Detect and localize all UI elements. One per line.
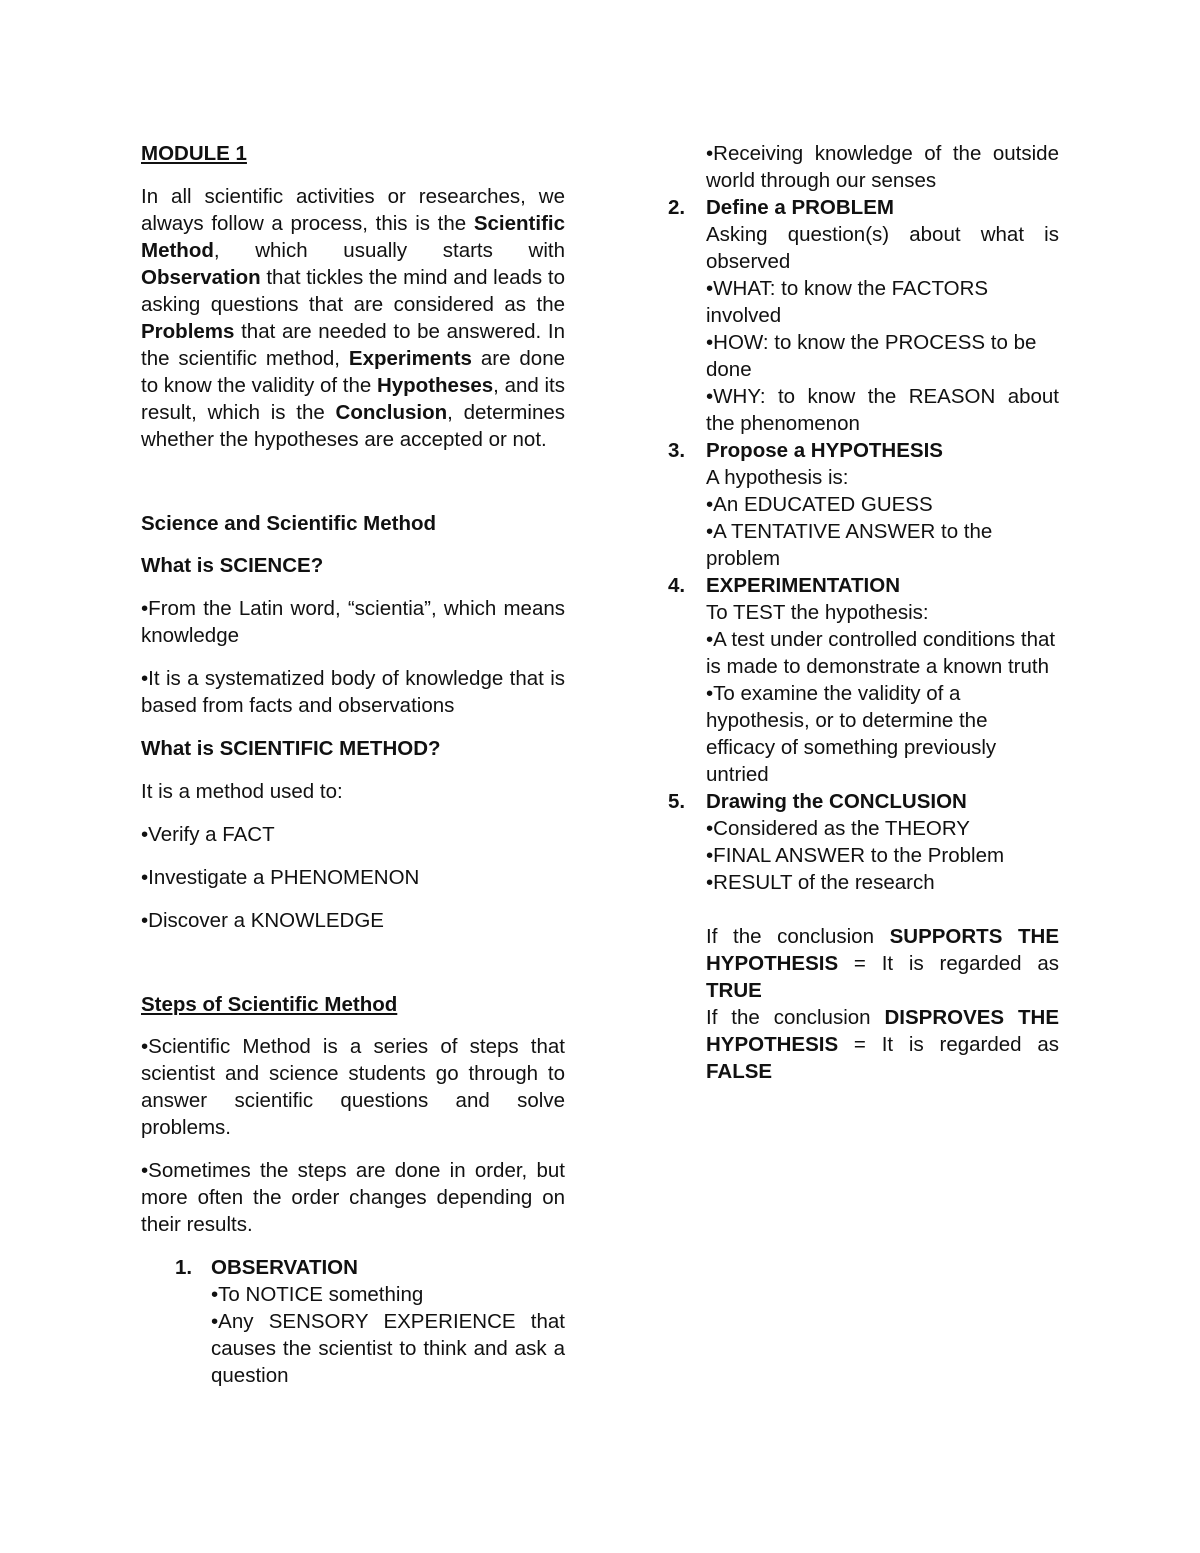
- intro-bold-term: Observation: [141, 266, 261, 289]
- step-title: Drawing the CONCLUSION: [706, 790, 967, 813]
- step-5-conclusion: [668, 788, 1059, 896]
- question-science: What is SCIENCE?: [141, 554, 324, 577]
- step-2-problem: [668, 194, 1059, 437]
- step-line: To TEST the hypothesis:: [706, 601, 929, 624]
- step-number: 4.: [668, 574, 686, 597]
- step-1-continued: •Receiving knowledge of the outside world through our senses: [706, 142, 1059, 192]
- conclusion-disproves: [668, 1004, 1059, 1085]
- step-line: •A TENTATIVE ANSWER to the problem: [706, 520, 993, 570]
- step-title: EXPERIMENTATION: [706, 574, 900, 597]
- step-line: A hypothesis is:: [706, 466, 849, 489]
- steps-title: Steps of Scientific Method: [141, 993, 398, 1016]
- step-line: •Any SENSORY EXPERIENCE that causes the scientist to think and ask a question: [211, 1310, 565, 1387]
- method-intro: It is a method used to:: [141, 780, 343, 803]
- support-pre: If the conclusion: [706, 925, 890, 948]
- intro-bold-term: Problems: [141, 320, 235, 343]
- disprove-result: FALSE: [706, 1060, 773, 1083]
- science-bullet-2: •It is a systematized body of knowledge that is based from facts and observations: [141, 667, 565, 717]
- left-column: [141, 140, 565, 1389]
- science-bullet-1: •From the Latin word, “scientia”, which means knowledge: [141, 597, 565, 647]
- question-scientific-method: What is SCIENTIFIC METHOD?: [141, 737, 441, 760]
- intro-bold-term: Scientific Method: [141, 212, 565, 262]
- step-1-observation: [141, 1254, 565, 1389]
- step-number: 3.: [668, 439, 686, 462]
- method-bullet-3: •Discover a KNOWLEDGE: [141, 909, 384, 932]
- step-number: 5.: [668, 790, 686, 813]
- support-bold: SUPPORTS THE HYPOTHESIS: [706, 925, 1059, 975]
- section-title: Science and Scientific Method: [141, 512, 437, 535]
- step-4-experimentation: [668, 572, 1059, 788]
- step-line: •HOW: to know the PROCESS to be done: [706, 331, 1037, 381]
- intro-text: , which usually starts with: [213, 239, 565, 262]
- support-result: TRUE: [706, 979, 762, 1002]
- intro-bold-term: Experiments: [348, 347, 472, 370]
- disprove-mid: = It is regarded as: [838, 1033, 1059, 1056]
- intro-text: , and its result, which is the: [141, 374, 565, 424]
- intro-text: , determines whether the hypotheses are accepted or not.: [141, 401, 565, 451]
- support-mid: = It is regarded as: [838, 952, 1059, 975]
- step-line: •A test under controlled conditions that is made to demonstrate a known truth: [706, 628, 1056, 678]
- intro-bold-term: Conclusion: [335, 401, 448, 424]
- step-line: •FINAL ANSWER to the Problem: [706, 844, 1005, 867]
- disprove-pre: If the conclusion: [706, 1006, 885, 1029]
- method-bullet-1: •Verify a FACT: [141, 823, 275, 846]
- steps-bullet-2: •Sometimes the steps are done in order, but more often the order changes depending on their results.: [141, 1159, 565, 1236]
- right-column: [668, 140, 1059, 1085]
- step-line: •To examine the validity of a hypothesis, or to determine the efficacy of something previously untried: [706, 682, 997, 786]
- step-3-hypothesis: [668, 437, 1059, 572]
- step-number: 1.: [175, 1256, 193, 1279]
- intro-paragraph: [141, 183, 565, 453]
- step-line: •Considered as the THEORY: [706, 817, 970, 840]
- intro-text: that are needed to be answered. In the scientific method,: [141, 320, 565, 370]
- conclusion-supports: [668, 923, 1059, 1004]
- step-line: •An EDUCATED GUESS: [706, 493, 933, 516]
- intro-bold-term: Hypotheses: [376, 374, 494, 397]
- step-line: •RESULT of the research: [706, 871, 935, 894]
- intro-text: that tickles the mind and leads to asking questions that are considered as the: [141, 266, 565, 316]
- steps-bullet-1: •Scientific Method is a series of steps that scientist and science students go through to answer scientific questions and solve problems.: [141, 1035, 565, 1139]
- step-line: Asking question(s) about what is observed: [706, 223, 1059, 273]
- step-title: Propose a HYPOTHESIS: [706, 439, 943, 462]
- step-line: •WHAT: to know the FACTORS involved: [706, 277, 989, 327]
- disprove-bold: DISPROVES THE HYPOTHESIS: [706, 1006, 1060, 1056]
- step-line: •WHY: to know the REASON about the phenomenon: [706, 385, 1059, 435]
- step-number: 2.: [668, 196, 686, 219]
- intro-text: In all scientific activities or researches, we always follow a process, this is the: [141, 185, 565, 235]
- step-line: •To NOTICE something: [211, 1283, 424, 1306]
- step-title: Define a PROBLEM: [706, 196, 894, 219]
- intro-text: are done to know the validity of the: [141, 347, 566, 397]
- module-title: MODULE 1: [141, 142, 247, 165]
- method-bullet-2: •Investigate a PHENOMENON: [141, 866, 420, 889]
- step-title: OBSERVATION: [211, 1256, 358, 1279]
